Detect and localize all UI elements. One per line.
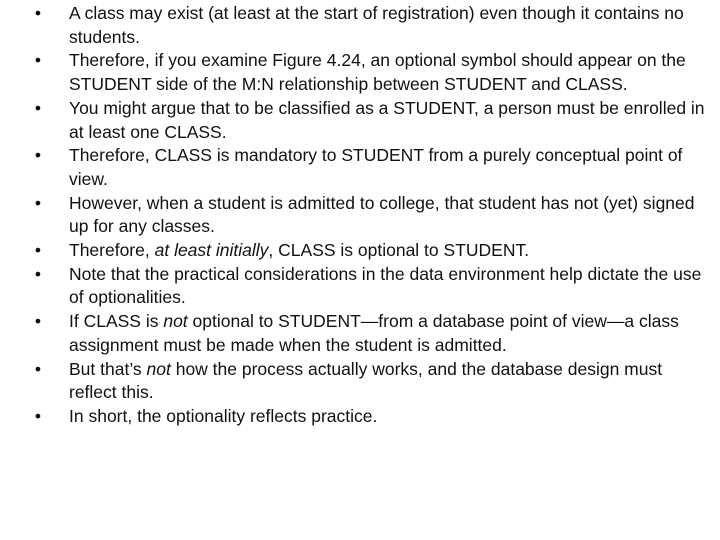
bullet-text: A class may exist (at least at the start of registration) even though it contains no students.	[69, 3, 684, 47]
bullet-text-emphasis: at least initially	[154, 240, 269, 261]
bullet-text: Note that the practical considerations in the data environment help dictate the use of optionalities.	[69, 263, 702, 308]
bullet-marker: •	[34, 145, 42, 166]
bullet-marker: •	[34, 192, 42, 213]
bullet-text	[69, 240, 529, 260]
bullet-item-8	[31, 310, 707, 357]
bullet-text-after: , CLASS is optional to STUDENT.	[268, 240, 530, 261]
bullet-item-5	[31, 192, 707, 239]
bullet-text-emphasis: not	[146, 358, 171, 379]
bullet-item-1	[31, 2, 707, 49]
bullet-marker: •	[34, 50, 42, 71]
bullet-marker: •	[34, 97, 42, 118]
bullet-text-after: how the process actually works, and the database design must reflect this.	[69, 358, 663, 403]
bullet-text: Therefore, CLASS is mandatory to STUDENT from a purely conceptual point of view.	[69, 145, 683, 189]
bullet-item-9	[31, 358, 707, 405]
bullet-marker: •	[34, 405, 42, 426]
bullet-text	[69, 359, 662, 403]
bullet-text: Therefore, if you examine Figure 4.24, an optional symbol should appear on the STUDENT side of the M:N relationship between STUDENT and CLASS.	[69, 50, 686, 95]
bullet-item-2	[31, 49, 707, 96]
bullet-marker: •	[34, 3, 42, 23]
bullet-list	[31, 2, 707, 429]
bullet-item-6	[31, 239, 707, 263]
bullet-marker: •	[34, 311, 42, 332]
bullet-marker: •	[34, 240, 42, 261]
bullet-item-4	[31, 144, 707, 191]
bullet-text-before: Therefore,	[69, 240, 155, 261]
bullet-marker: •	[34, 263, 42, 284]
bullet-item-7	[31, 263, 707, 310]
bullet-item-10	[31, 405, 707, 429]
bullet-text: However, when a student is admitted to college, that student has not (yet) signed up for any classes.	[69, 192, 695, 237]
bullet-marker: •	[34, 358, 42, 379]
bullet-text-emphasis: not	[163, 311, 188, 332]
bullet-text: You might argue that to be classified as a STUDENT, a person must be enrolled in at least one CLASS.	[69, 97, 705, 142]
bullet-text-before: If CLASS is	[69, 311, 164, 332]
bullet-text: In short, the optionality reflects practice.	[69, 405, 378, 426]
bullet-text	[69, 311, 679, 355]
bullet-text-before: But that’s	[69, 358, 147, 379]
bullet-item-3	[31, 97, 707, 144]
bullet-text-after: optional to STUDENT—from a database point of view—a class assignment must be made when the student is admitted.	[69, 311, 679, 355]
